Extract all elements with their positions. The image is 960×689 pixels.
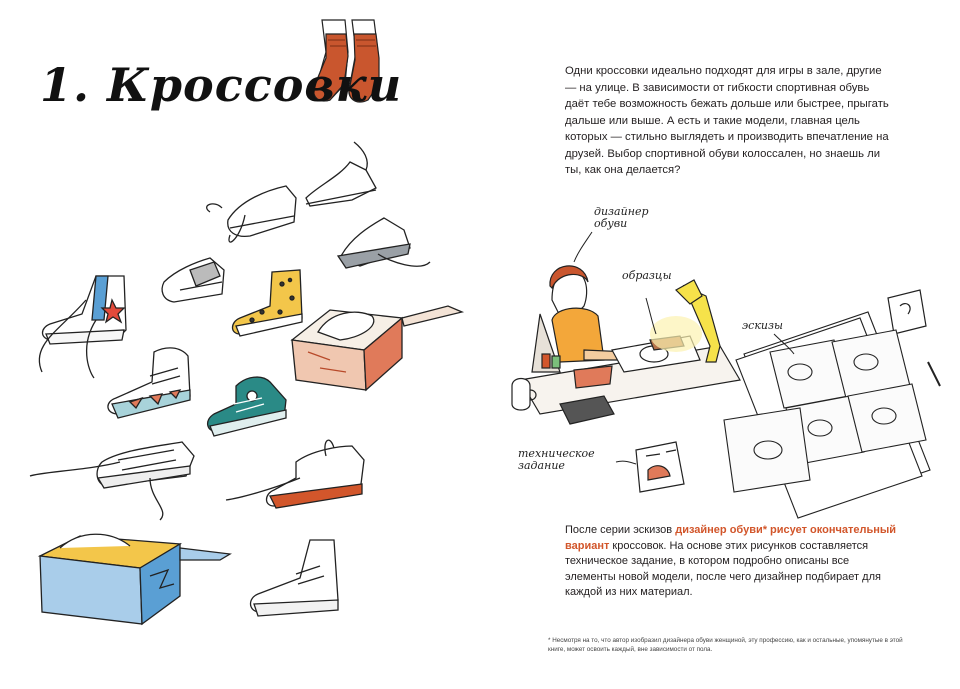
body-highlight: дизайнер обуви* рисует окончательный вариант [565, 524, 897, 552]
sneaker-outline-2 [306, 142, 376, 206]
designer-label-line2: обуви [594, 217, 628, 230]
slip-on-sneaker [30, 442, 194, 520]
sneaker-outline-1 [207, 186, 296, 242]
teal-sneaker [208, 377, 286, 436]
tech-spec-label-line1: техническое [518, 447, 595, 460]
tech-spec-label [518, 448, 595, 472]
high-top-sneaker-white [251, 540, 339, 616]
sketch-sheets [724, 312, 940, 518]
shoebox-open [292, 306, 462, 390]
intro-paragraph: Одни кроссовки идеально подходят для игры в зале, другие — на улице. В зависимости от гибкости спортивная обувь даёт тебе возможность бежать дольше или быстрее, прыгать дальше или выше. А есть и такие модели, главная цель которых — стильно выглядеть и производить впечатление на друзей. Выбор спортивной обуви колоссален, но знаешь ли ты, как она делается? [565, 65, 889, 176]
patterned-running-shoe [108, 348, 190, 418]
leopard-sneaker [233, 270, 303, 336]
body-part2: кроссовок. На основе этих рисунков составляется техническое задание, в котором подробно описаны все элементы новой модели, после чего дизайнер подбирает для каждой из них материал. [565, 539, 881, 598]
chapter-title: 1. Кроссовки [40, 58, 403, 112]
high-top-sneaker-blue [39, 276, 126, 378]
sketches-label: эскизы [742, 319, 783, 332]
body-part1: После серии эскизов [565, 524, 676, 536]
velcro-kids-shoe [162, 258, 224, 302]
tech-spec-label-line2: задание [518, 459, 565, 472]
samples-label: образцы [622, 269, 672, 282]
sneaker-outline-3 [338, 218, 430, 268]
footnote: * Несмотря на то, что автор изобразил дизайнера обуви женщиной, эту профессию, как и остальные, упомянутые в этой книге, может освоить каждый, вне зависимости от пола. [548, 637, 903, 653]
tech-spec-sheet [636, 442, 684, 492]
body-paragraph [565, 523, 900, 601]
designer-scene [512, 266, 740, 424]
notebook-sketch [888, 290, 926, 334]
blue-shoebox [40, 534, 230, 624]
designer-label-line1: дизайнер [594, 205, 649, 218]
designer-label [594, 206, 649, 230]
red-low-sneaker [226, 440, 364, 508]
